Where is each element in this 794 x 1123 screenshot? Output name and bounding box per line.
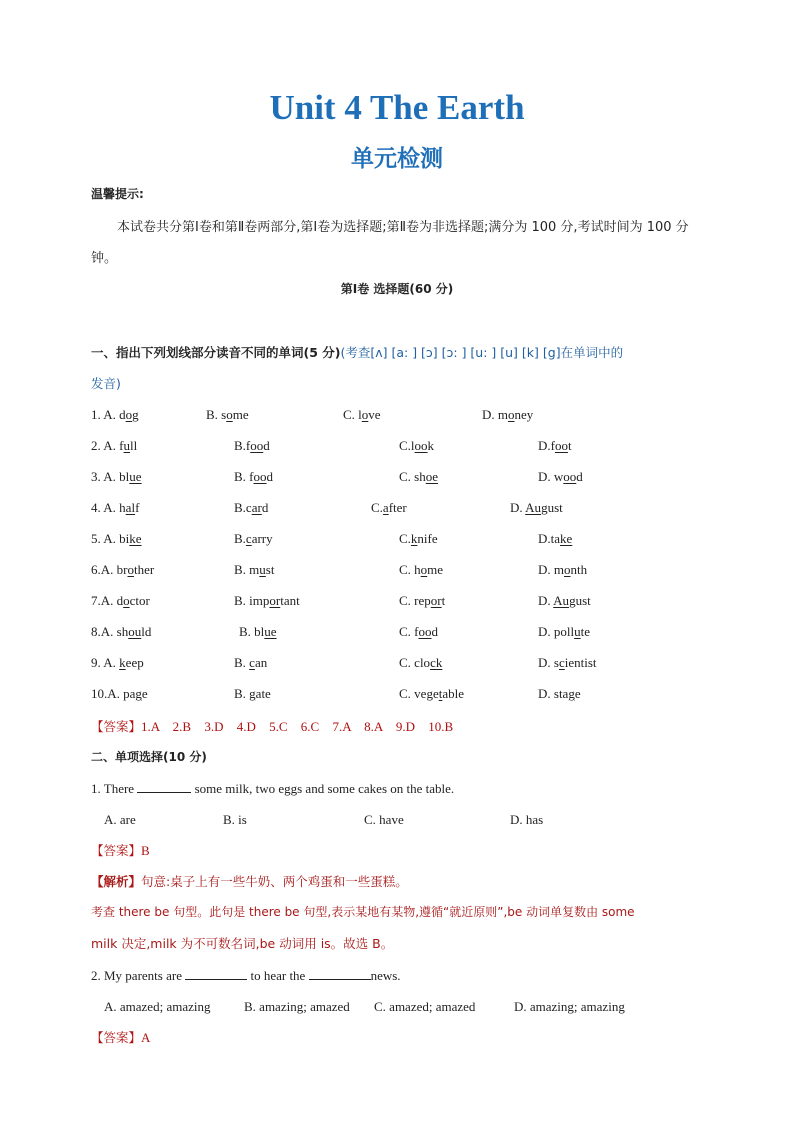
option-c — [343, 399, 381, 430]
word-part: nife — [417, 531, 438, 546]
stem-part-b: to hear the — [250, 968, 306, 983]
word-part: B. bl — [239, 624, 265, 639]
option-d: D. has — [510, 812, 544, 827]
word-part: k — [427, 438, 435, 453]
option-a — [91, 554, 154, 585]
word-part: D. poll — [538, 624, 575, 639]
word-part: pa — [123, 686, 136, 701]
option-d — [538, 585, 591, 616]
word-part: t — [441, 593, 446, 608]
q1-explanation-line1: 考查 there be 句型。此句是 there be 句型,表示某地有某物,遵循“就近原则”,be 动词单复数由 some — [91, 905, 635, 919]
word-part: ld — [141, 624, 152, 639]
q1-options — [0, 804, 794, 835]
part-heading: 第Ⅰ卷 选择题(60 分) — [340, 282, 454, 296]
option-a — [91, 461, 142, 492]
word-part: bi — [119, 531, 130, 546]
option-c — [399, 523, 438, 554]
option-b — [234, 461, 273, 492]
word-part: B. — [234, 686, 250, 701]
option-a — [91, 647, 144, 678]
word-part: f — [135, 500, 140, 515]
word-part: d — [431, 624, 438, 639]
word-part: D. w — [538, 469, 564, 484]
option-b — [234, 678, 271, 709]
word-part: B.c — [234, 500, 252, 515]
option-c — [399, 678, 464, 709]
underlined-letters: o — [226, 407, 233, 422]
word-part: f — [119, 438, 124, 453]
underlined-letters: ue — [129, 469, 142, 484]
word-part: nth — [570, 562, 588, 577]
question-row — [0, 647, 794, 678]
page-title: Unit 4 The Earth — [269, 88, 525, 127]
option-b: B. is — [223, 812, 247, 827]
answer-label: 【答案】 — [91, 1030, 142, 1045]
underlined-letters: oo — [253, 469, 267, 484]
stem-text-before: 1. There — [91, 781, 135, 796]
word-part: st — [265, 562, 275, 577]
word-part: C. f — [399, 624, 419, 639]
question-row — [0, 399, 794, 430]
option-b — [234, 492, 268, 523]
word-part: fter — [388, 500, 407, 515]
underlined-letters: ue — [264, 624, 277, 639]
option-b — [234, 430, 270, 461]
option-c: C. have — [364, 812, 404, 827]
word-part: gust — [569, 593, 591, 608]
word-part: e — [574, 686, 581, 701]
option-d — [538, 461, 583, 492]
word-part: D. m — [538, 562, 564, 577]
question-row — [0, 616, 794, 647]
word-part: br — [116, 562, 128, 577]
stem-part-c: news. — [370, 968, 401, 983]
option-c — [399, 585, 445, 616]
word-part: D. — [510, 500, 526, 515]
section1-title: 一、指出下列划线部分读音不同的单词(5 分) — [91, 345, 341, 360]
underlined-letters: t — [438, 686, 443, 701]
option-d — [538, 523, 572, 554]
word-part: me — [427, 562, 444, 577]
underlined-letters: or — [269, 593, 281, 608]
option-c — [399, 647, 442, 678]
option-a — [91, 523, 142, 554]
q2-answer — [91, 1022, 150, 1053]
question-number: 4. A. — [91, 500, 116, 515]
underlined-letters: o — [564, 562, 571, 577]
option-d: D. amazing; amazing — [514, 999, 625, 1014]
word-part: ctor — [129, 593, 150, 608]
question-row — [0, 430, 794, 461]
option-b — [206, 399, 249, 430]
underlined-letters: oo — [250, 438, 264, 453]
answer-label: 【答案】 — [91, 843, 142, 858]
word-part: ientist — [564, 655, 597, 670]
option-a: A. are — [104, 812, 136, 827]
word-part: h — [119, 500, 126, 515]
option-c — [399, 616, 438, 647]
word-part: d — [261, 500, 269, 515]
option-c: C. amazed; amazed — [374, 999, 476, 1014]
answer-label: 【答案】 — [91, 719, 142, 734]
word-part: B. imp — [234, 593, 270, 608]
word-part: ney — [514, 407, 534, 422]
word-part: C. — [399, 531, 411, 546]
option-d — [538, 647, 597, 678]
q1-answer — [91, 835, 150, 866]
section1-note-b: 发音) — [91, 376, 121, 391]
word-part: d — [266, 469, 273, 484]
question-number: 7.A. — [91, 593, 114, 608]
option-a — [91, 616, 151, 647]
option-d — [482, 399, 533, 430]
question-number: 6.A. — [91, 562, 114, 577]
word-part: D. — [538, 593, 554, 608]
word-part: C. sh — [399, 469, 426, 484]
word-part: B. m — [234, 562, 260, 577]
underlined-letters: c — [245, 531, 252, 546]
word-part: me — [232, 407, 249, 422]
underlined-letters: k — [410, 531, 418, 546]
word-part: D.ta — [538, 531, 561, 546]
question-number: 10.A. — [91, 686, 120, 701]
underlined-letters: or — [430, 593, 442, 608]
question-number: 3. A. — [91, 469, 116, 484]
underlined-letters: ck — [430, 655, 443, 670]
question-row — [0, 523, 794, 554]
underlined-letters: ar — [251, 500, 262, 515]
underlined-letters: o — [125, 407, 133, 422]
analysis-text: 句意:桌子上有一些牛奶、两个鸡蛋和一些蛋糕。 — [141, 874, 408, 889]
word-part: able — [442, 686, 464, 701]
word-part: e — [141, 686, 148, 701]
underlined-letters: g — [568, 686, 575, 701]
underlined-letters: k — [119, 655, 126, 670]
underlined-letters: Au — [553, 593, 570, 608]
word-part: ther — [133, 562, 155, 577]
question-number: 8.A. — [91, 624, 114, 639]
question-number: 5. A. — [91, 531, 116, 546]
q1-explanation-line2: milk 决定,milk 为不可数名词,be 动词用 is。故选 B。 — [91, 936, 394, 951]
section1-heading — [91, 337, 707, 399]
question-row — [0, 492, 794, 523]
underlined-letters: oo — [418, 624, 432, 639]
word-part: C. — [371, 500, 383, 515]
underlined-letters: oo — [563, 469, 577, 484]
underlined-letters: ke — [560, 531, 573, 546]
word-part: B. f — [234, 469, 254, 484]
question-number: 1. A. — [91, 407, 116, 422]
word-part: ate — [255, 686, 271, 701]
option-b — [234, 647, 267, 678]
underlined-letters: oo — [414, 438, 428, 453]
word-part: D. sta — [538, 686, 569, 701]
question-row — [0, 585, 794, 616]
underlined-letters: al — [125, 500, 136, 515]
question-number: 9. A. — [91, 655, 116, 670]
word-part: d — [116, 593, 124, 608]
word-part: an — [254, 655, 268, 670]
underlined-letters: oe — [425, 469, 439, 484]
answer-blank — [137, 778, 191, 793]
option-a: A. amazed; amazing — [104, 999, 211, 1014]
tips-title: 温馨提示: — [91, 187, 144, 201]
underlined-letters: oo — [554, 438, 568, 453]
answer-blank-2 — [309, 965, 371, 980]
option-c — [371, 492, 407, 523]
option-d — [538, 430, 572, 461]
underlined-letters: ke — [129, 531, 142, 546]
underlined-letters: o — [361, 407, 369, 422]
stem-part-a: 2. My parents are — [91, 968, 182, 983]
word-part: C. clo — [399, 655, 431, 670]
option-c — [399, 554, 443, 585]
word-part: B. s — [206, 407, 227, 422]
underlined-letters: g — [135, 686, 142, 701]
word-part: C. h — [399, 562, 421, 577]
word-part: tant — [280, 593, 300, 608]
answer-value: B — [141, 843, 150, 858]
option-d — [538, 554, 587, 585]
underlined-letters: u — [259, 562, 266, 577]
stem-text-after: some milk, two eggs and some cakes on the table. — [194, 781, 455, 796]
tips-body: 本试卷共分第Ⅰ卷和第Ⅱ卷两部分,第Ⅰ卷为选择题;第Ⅱ卷为非选择题;满分为 100 分,考试时间为 100 分钟。 — [91, 220, 689, 266]
underlined-letters: u — [123, 438, 131, 453]
word-part: D.f — [538, 438, 555, 453]
answer-blank-1 — [185, 965, 247, 980]
word-part: C. vege — [399, 686, 439, 701]
word-part: ve — [368, 407, 381, 422]
underlined-letters: o — [420, 562, 428, 577]
option-d — [510, 492, 563, 523]
option-c — [399, 430, 434, 461]
option-b — [239, 616, 277, 647]
option-a — [91, 399, 139, 430]
answer-value: 1.A 2.B 3.D 4.D 5.C 6.C 7.A 8.A 9.D 10.B — [141, 719, 454, 734]
word-part: ll — [130, 438, 138, 453]
word-part: D. m — [482, 407, 508, 422]
underlined-letters: g — [249, 686, 256, 701]
q2-options — [0, 991, 794, 1022]
underlined-letters: a — [382, 500, 389, 515]
word-part: B. — [234, 531, 246, 546]
word-part: t — [567, 438, 572, 453]
analysis-label: 【解析】 — [91, 874, 142, 889]
question-row — [0, 554, 794, 585]
section2-title: 二、单项选择(10 分) — [91, 750, 207, 764]
option-d — [538, 616, 590, 647]
option-d — [538, 678, 581, 709]
section1-answer — [91, 711, 453, 742]
q1-analysis — [91, 866, 408, 897]
question-stem — [91, 773, 454, 804]
option-a — [91, 430, 137, 461]
underlined-letters: ou — [128, 624, 142, 639]
option-b: B. amazing; amazed — [244, 999, 350, 1014]
underlined-letters: o — [508, 407, 515, 422]
question-number: 2. A. — [91, 438, 116, 453]
question-row — [0, 678, 794, 709]
underlined-letters: o — [123, 593, 130, 608]
word-part: d — [263, 438, 270, 453]
page-subtitle: 单元检测 — [351, 146, 443, 172]
option-b — [234, 554, 274, 585]
option-b — [234, 523, 273, 554]
option-c — [399, 461, 438, 492]
word-part: sh — [116, 624, 129, 639]
underlined-letters: c — [249, 655, 255, 670]
word-part: C. rep — [399, 593, 431, 608]
option-a — [91, 585, 150, 616]
underlined-letters: u — [574, 624, 581, 639]
word-part: B.f — [234, 438, 251, 453]
answer-value: A — [141, 1030, 151, 1045]
word-part: C. l — [343, 407, 362, 422]
underlined-letters: c — [558, 655, 565, 670]
word-part: D. s — [538, 655, 559, 670]
word-part: bl — [119, 469, 130, 484]
question-row — [0, 461, 794, 492]
word-part: d — [576, 469, 583, 484]
word-part: d — [119, 407, 126, 422]
underlined-letters: Au — [525, 500, 542, 515]
word-part: gust — [541, 500, 563, 515]
word-part: B. — [234, 655, 250, 670]
q2-stem — [91, 960, 401, 991]
word-part: te — [580, 624, 591, 639]
word-part: eep — [125, 655, 144, 670]
underlined-letters: o — [127, 562, 134, 577]
section1-note-a: (考查[ʌ] [a: ] [ɔ] [ɔ: ] [u: ] [u] [k] [g]在单词中的 — [340, 345, 624, 360]
word-part: C.l — [399, 438, 415, 453]
word-part: arry — [251, 531, 273, 546]
option-a — [91, 492, 139, 523]
option-a — [91, 678, 148, 709]
option-b — [234, 585, 300, 616]
word-part: g — [132, 407, 139, 422]
